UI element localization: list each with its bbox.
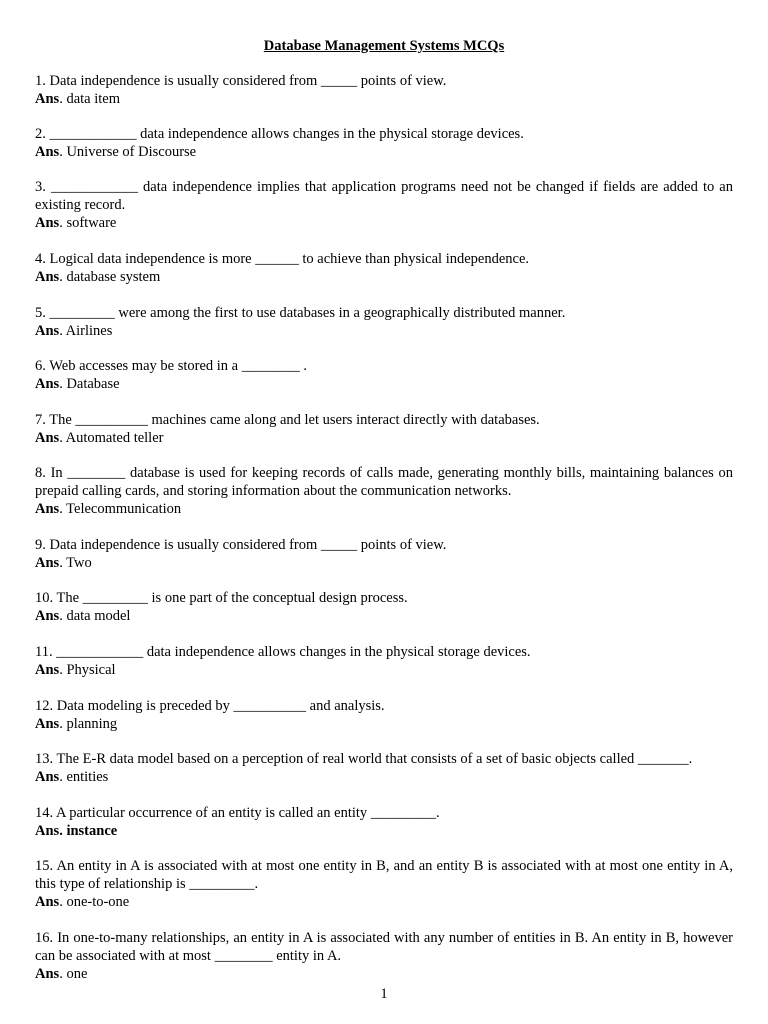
answer-label: Ans [35,323,60,339]
qa-item-10 [35,589,733,625]
answer-text: . Universe of Discourse [59,144,197,160]
answer-text: . instance [59,823,118,839]
question-text: 9. Data independence is usually considered from _____ points of view. [35,537,447,553]
answer-line [35,500,733,518]
question-text: 14. A particular occurrence of an entity is called an entity _________. [35,805,440,821]
qa-item-14 [35,804,733,840]
answer-label: Ans [35,144,60,160]
question-text: 7. The __________ machines came along and let users interact directly with databases. [35,412,540,428]
qa-item-5 [35,304,733,340]
question-text: 8. In ________ database is used for keeping records of calls made, generating monthly bills, maintaining balances on prepaid calling cards, and storing information about the communication networks. [35,465,733,499]
answer-text: . one-to-one [59,894,130,910]
answer-label: Ans [35,501,60,517]
qa-item-11 [35,643,733,679]
answer-line [35,965,733,983]
qa-item-1 [35,72,733,108]
answer-label: Ans [35,555,60,571]
qa-item-6 [35,357,733,393]
question-text: 3. ____________ data independence implies that application programs need not be changed if fields are added to an existing record. [35,179,733,213]
question-text: 16. In one-to-many relationships, an entity in A is associated with any number of entities in B. An entity in B, however can be associated with at most ________ entity in A. [35,930,733,964]
answer-line [35,375,733,393]
qa-item-15 [35,857,733,911]
answer-line [35,214,733,232]
question-text: 4. Logical data independence is more ______ to achieve than physical independence. [35,251,530,267]
qa-item-9 [35,536,733,572]
answer-label: Ans [35,894,60,910]
question-text: 15. An entity in A is associated with at most one entity in B, and an entity B is associated with at most one entity in A, this type of relationship is _________. [35,858,733,892]
answer-line [35,822,733,840]
qa-item-8 [35,464,733,518]
answer-label: Ans [35,966,60,982]
question-text: 6. Web accesses may be stored in a ________ . [35,358,307,374]
answer-text: . data model [59,608,131,624]
answer-text: . Two [59,555,92,571]
document-title: Database Management Systems MCQs [263,38,505,54]
question-text: 5. _________ were among the first to use databases in a geographically distributed manner. [35,305,566,321]
question-text: 11. ____________ data independence allows changes in the physical storage devices. [35,644,531,660]
answer-line [35,554,733,572]
answer-text: . database system [59,269,161,285]
answer-line [35,715,733,733]
answer-text: . Database [59,376,120,392]
answer-line [35,429,733,447]
answer-text: . data item [59,91,120,107]
answer-label: Ans [35,430,60,446]
answer-text: . Physical [59,662,116,678]
answer-line [35,661,733,679]
qa-item-13 [35,750,733,786]
answer-text: . one [59,966,88,982]
question-text: 10. The _________ is one part of the conceptual design process. [35,590,408,606]
answer-text: . Telecommunication [59,501,182,517]
answer-label: Ans [35,769,60,785]
answer-line [35,90,733,108]
qa-item-7 [35,411,733,447]
question-text: 2. ____________ data independence allows changes in the physical storage devices. [35,126,524,142]
qa-item-12 [35,697,733,733]
answer-label: Ans [35,91,60,107]
answer-text: . Automated teller [59,430,164,446]
answer-text: . Airlines [59,323,113,339]
question-text: 12. Data modeling is preceded by __________ and analysis. [35,698,385,714]
qa-item-2 [35,125,733,161]
answer-text: . entities [59,769,109,785]
answer-label: Ans [35,376,60,392]
answer-line [35,768,733,786]
answer-label: Ans [35,608,60,624]
qa-item-4 [35,250,733,286]
answer-line [35,143,733,161]
qa-item-16 [35,929,733,983]
question-text: 13. The E-R data model based on a perception of real world that consists of a set of basic objects called _______. [35,751,693,767]
answer-label: Ans [35,823,60,839]
answer-text: . software [59,215,117,231]
answer-line [35,607,733,625]
answer-line [35,268,733,286]
answer-line [35,322,733,340]
qa-item-3 [35,178,733,232]
answer-label: Ans [35,215,60,231]
answer-line [35,893,733,911]
page-number: 1 [380,986,388,1002]
answer-label: Ans [35,662,60,678]
answer-label: Ans [35,716,60,732]
question-text: 1. Data independence is usually considered from _____ points of view. [35,73,447,89]
answer-label: Ans [35,269,60,285]
answer-text: . planning [59,716,118,732]
